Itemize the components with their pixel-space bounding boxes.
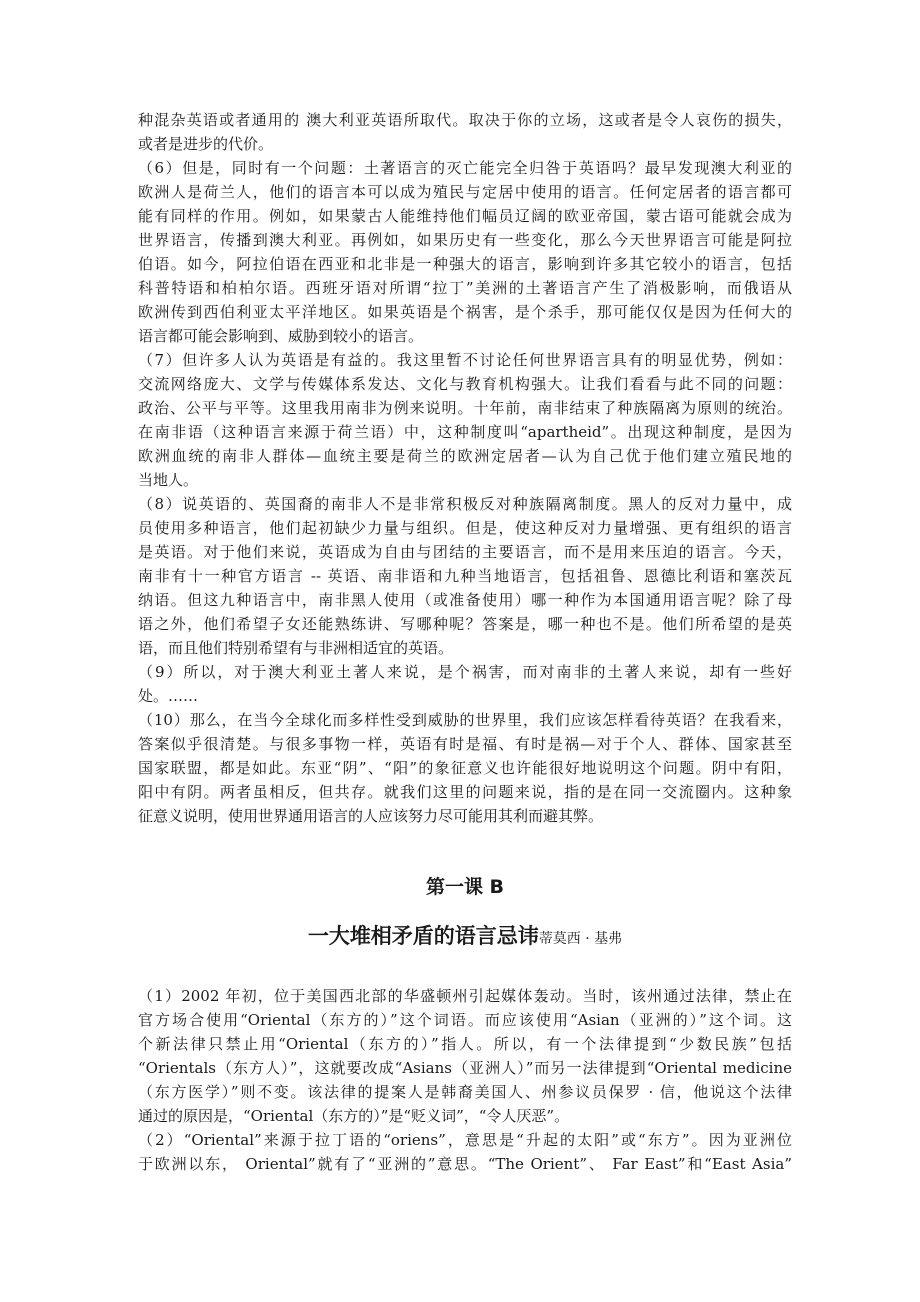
- text-line: （东方医学）”则不变。该法律的提案人是韩裔美国人、州参议员保罗 · 信，他说这个法律: [138, 1083, 792, 1101]
- text-line: （6）但是，同时有一个问题：土著语言的灭亡能完全归咎于英语吗？最早发现澳大利亚的: [138, 159, 792, 177]
- text-line: 纳语。但这九种语言中，南非黑人使用（或准备使用）哪一种作为本国通用语言呢？除了母: [138, 591, 792, 609]
- text-line: 欧洲人是荷兰人，他们的语言本可以成为殖民与定居中使用的语言。任何定居者的语言都可: [138, 183, 792, 201]
- text-line: 官方场合使用“Oriental（东方的）”这个词语。而应该使用“Asian（亚洲的）”这个词。这: [138, 1011, 792, 1029]
- text-line: 于欧洲以东， Oriental”就有了“亚洲的”意思。“The Orient”、 Far East”和“East Asia”: [138, 1155, 792, 1173]
- text-line: 语之外，他们希望子女还能熟练讲、写哪种呢？答案是，哪一种也不是。他们所希望的是英: [138, 615, 792, 633]
- text-line: （1）2002 年初，位于美国西北部的华盛顿州引起媒体轰动。当时，该州通过法律，禁止在: [138, 987, 792, 1005]
- text-line: “Orientals（东方人）”，这就要改成“Asians（亚洲人）”而另一法律提到“Oriental medicine: [138, 1059, 792, 1077]
- text-line: 是英语。对于他们来说，英语成为自由与团结的主要语言，而不是用来压迫的语言。今天，: [138, 543, 792, 561]
- text-line: 答案似乎很清楚。与很多事物一样，英语有时是福、有时是祸—对于个人、群体、国家甚至: [138, 735, 792, 753]
- text-line: 世界语言，传播到澳大利亚。再例如，如果历史有一些变化，那么今天世界语言可能是阿拉: [138, 231, 792, 249]
- text-line: 通过的原因是，“Oriental（东方的）”是“贬义词”，“令人厌恶”。: [138, 1107, 570, 1125]
- text-line: 科普特语和柏柏尔语。西班牙语对所谓“拉丁”美洲的土著语言产生了消极影响，而俄语从: [138, 279, 792, 297]
- text-line: （7）但许多人认为英语是有益的。我这里暂不讨论任何世界语言具有的明显优势，例如：: [138, 351, 792, 369]
- text-line: 个新法律只禁止用“Oriental（东方的）”指人。所以，有一个法律提到“少数民族”包括: [138, 1035, 792, 1053]
- text-line: 处。……: [138, 687, 199, 705]
- text-line: 员使用多种语言，他们起初缺少力量与组织。但是，使这种反对力量增强、更有组织的语言: [138, 519, 792, 537]
- text-line: 语言都可能会影响到、威胁到较小的语言。: [138, 327, 424, 345]
- article-author: 蒂莫西 · 基弗: [538, 931, 623, 947]
- text-line: 在南非语（这种语言来源于荷兰语）中，这种制度叫“apartheid”。出现这种制度，是因为: [138, 423, 792, 441]
- lesson-heading: 第一课 B: [425, 876, 505, 898]
- text-line: 能有同样的作用。例如，如果蒙古人能维持他们幅员辽阔的欧亚帝国，蒙古语可能就会成为: [138, 207, 792, 225]
- text-line: 交流网络庞大、文学与传媒体系发达、文化与教育机构强大。让我们看看与此不同的问题：: [138, 375, 792, 393]
- text-line: 伯语。如今，阿拉伯语在西亚和北非是一种强大的语言，影响到许多其它较小的语言，包括: [138, 255, 792, 273]
- text-line: 语，而且他们特别希望有与非洲相适宜的英语。: [138, 639, 454, 657]
- article-title-row: [138, 920, 792, 950]
- text-line: 或者是进步的代价。: [138, 135, 274, 153]
- text-line: 欧洲血统的南非人群体—血统主要是荷兰的欧洲定居者—认为自己优于他们建立殖民地的: [138, 447, 792, 465]
- text-line: 当地人。: [138, 471, 199, 489]
- text-line: 阳中有阴。两者虽相反，但共存。就我们这里的问题来说，指的是在同一交流圈内。这种象: [138, 783, 792, 801]
- text-line: （8）说英语的、英国裔的南非人不是非常积极反对种族隔离制度。黑人的反对力量中，成: [138, 495, 792, 513]
- text-line: 种混杂英语或者通用的 澳大利亚英语所取代。取决于你的立场，这或者是令人哀伤的损失，: [138, 111, 792, 129]
- article-title: 一大堆相矛盾的语言忌讳: [307, 924, 539, 948]
- text-line: 政治、公平与平等。这里我用南非为例来说明。十年前，南非结束了种族隔离为原则的统治。: [138, 399, 792, 417]
- text-line: （10）那么，在当今全球化而多样性受到威胁的世界里，我们应该怎样看待英语？在我看来，: [138, 711, 792, 729]
- text-line: 国家联盟，都是如此。东亚“阴”、“阳”的象征意义也许能很好地说明这个问题。阴中有阳，: [138, 759, 792, 777]
- text-line: （2）“Oriental”来源于拉丁语的“oriens”，意思是“升起的太阳”或“东方”。因为亚洲位: [138, 1131, 792, 1149]
- text-line: 欧洲传到西伯利亚太平洋地区。如果英语是个祸害，是个杀手，那可能仅仅是因为任何大的: [138, 303, 792, 321]
- text-line: 南非有十一种官方语言 -- 英语、南非语和九种当地语言，包括祖鲁、恩德比利语和塞茨瓦: [138, 567, 792, 585]
- text-line: 征意义说明，使用世界通用语言的人应该努力尽可能用其利而避其弊。: [138, 807, 604, 825]
- text-line: （9）所以，对于澳大利亚土著人来说，是个祸害，而对南非的土著人来说，却有一些好: [138, 663, 792, 681]
